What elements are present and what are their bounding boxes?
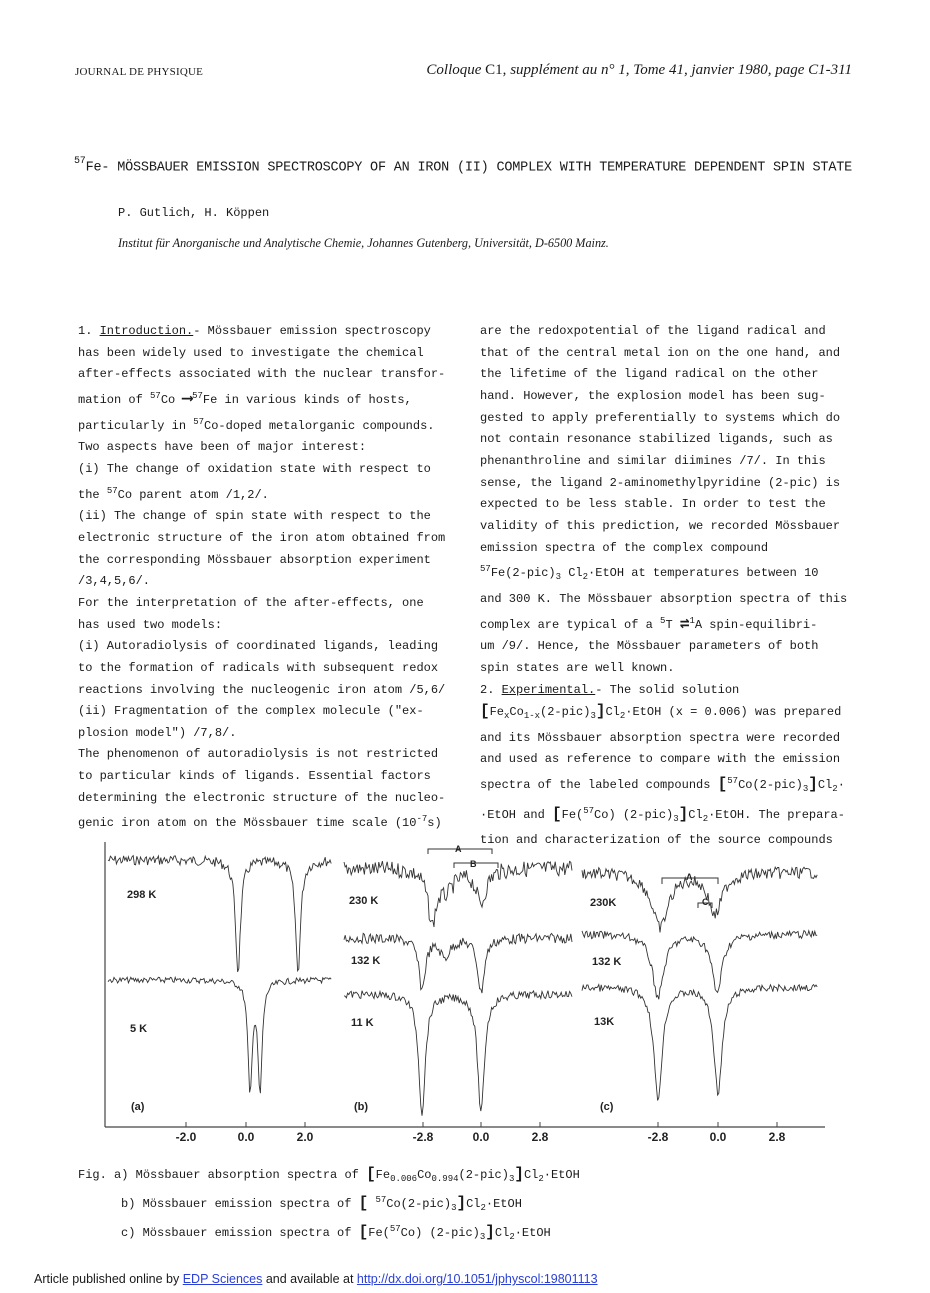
equilibrium-arrow-symbol: ⇌: [679, 614, 690, 633]
panel-label-a: (a): [131, 1101, 145, 1113]
temp-label: 132 K: [592, 956, 622, 968]
bracket-label: B: [470, 859, 477, 869]
arrow-symbol: ⟶: [182, 389, 193, 408]
text-line: particularly in $^{57}$Co-doped metalorganic compounds.: [78, 416, 435, 433]
trace-a-5k: [108, 977, 331, 1093]
text-line: $^{57}Fe(2-pic)_3$ $Cl_2\cdot EtOH$ at temperatures between 10: [480, 564, 819, 583]
text-line: validity of this prediction, we recorded Mössbauer: [480, 518, 841, 533]
text-line: $[Fe_xCo_{1-x}(2-pic)_3]Cl_2\cdot EtOH$ (x = 0.006) was prepared: [480, 702, 842, 722]
text-line: reactions involving the nucleogenic iron atom /5,6/: [78, 682, 446, 697]
tick-label-c-1: -2.8: [647, 1130, 669, 1144]
text-line: to the formation of radicals with subsequent redox: [78, 660, 439, 675]
paper-title: [74, 158, 852, 176]
institution: Institut für Anorganische und Analytische Chemie, Johannes Gutenberg, Universität, D-6500 Mainz.: [118, 236, 609, 250]
text-line: expected to be less stable. In order to test the: [480, 497, 826, 512]
text-line: hand. However, the explosion model has been sug-: [480, 388, 826, 403]
text-line: spin states are well known.: [480, 660, 675, 675]
tick-label-c-3: 2.8: [768, 1130, 786, 1144]
journal-name: JOURNAL DE PHYSIQUE: [75, 66, 204, 78]
text-line: has used two models:: [78, 617, 223, 632]
panel-label-b: (b): [354, 1101, 369, 1113]
trace-c-13k: [582, 985, 817, 1101]
text-line: phenanthroline and similar diimines /7/. In this: [480, 453, 826, 468]
caption-line-b: b) Mössbauer emission spectra of [ $^{57}Co(2-pic)_3]Cl_2\cdot EtOH$: [121, 1194, 522, 1213]
text-line: um /9/. Hence, the Mössbauer parameters of both: [480, 639, 819, 654]
text-line: has been widely used to investigate the chemical: [78, 345, 424, 360]
text-line: The phenomenon of autoradiolysis is not restricted: [78, 747, 439, 762]
trace-b-11k: [344, 991, 572, 1116]
colloque-number: C1,: [485, 62, 507, 78]
text-line: emission spectra of the complex compound: [480, 540, 769, 555]
text-line: determining the electronic structure of the nucleo-: [78, 790, 446, 805]
mossbauer-figure: [100, 842, 830, 1152]
spectra-plot: [100, 842, 830, 1147]
temp-label: 13K: [594, 1016, 615, 1028]
panel-label-c: (c): [600, 1101, 614, 1113]
section-heading-introduction: Introduction.: [99, 324, 194, 338]
text-line: ·EtOH and [Fe($^{57}$Co) $(2-pic)_3]Cl_2\cdot EtOH$. The prepara-: [480, 804, 845, 824]
text-line: that of the central metal ion on the one hand, and: [480, 345, 841, 360]
text-line: /3,4,5,6/.: [78, 574, 151, 589]
text-line: 2. Experimental.- The solid solution: [480, 682, 740, 697]
tick-label-a-2: 0.0: [237, 1130, 255, 1144]
section-heading-experimental: Experimental.: [501, 682, 596, 697]
text-line: spectra of the labeled compounds $[^{57}Co(2-pic)_3]Cl_2\cdot$: [480, 775, 845, 795]
bracket-label: A: [455, 844, 462, 854]
issue-info: [426, 62, 852, 79]
tick-label-a-1: -2.0: [175, 1130, 197, 1144]
text-line: (ii) Fragmentation of the complex molecule ("ex-: [78, 704, 424, 719]
text-line: and 300 K. The Mössbauer absorption spectra of this: [480, 591, 848, 606]
text-line: the corresponding Mössbauer absorption experiment: [78, 552, 431, 567]
title-isotope: 57: [74, 156, 86, 167]
text-line: Two aspects have been of major interest:: [78, 440, 367, 455]
text-line: the $^{57}$Co parent atom /1,2/.: [78, 485, 269, 502]
text-line: (i) The change of oxidation state with respect to: [78, 461, 431, 476]
footer-text: and available at: [262, 1272, 357, 1286]
text-line: not contain resonance stabilized ligands, such as: [480, 432, 833, 447]
text-line: 1. Introduction.- Mössbauer emission spectroscopy: [78, 324, 431, 338]
text-line: and used as reference to compare with the emission: [480, 752, 841, 767]
text-line: to particular kinds of ligands. Essential factors: [78, 769, 431, 784]
doi-link[interactable]: http://dx.doi.org/10.1051/jphyscol:19801113: [356, 1272, 598, 1286]
title-text: Fe- MÖSSBAUER EMISSION SPECTROSCOPY OF AN IRON (II) COMPLEX WITH TEMPERATURE DEPENDENT SPIN STATE: [85, 160, 853, 176]
colloque-label: Colloque: [426, 62, 482, 78]
text-line: sense, the ligand 2-aminomethylpyridine (2-pic) is: [480, 475, 841, 490]
text-line: tion and characterization of the source compounds: [480, 833, 833, 848]
figure-caption: [78, 1164, 580, 1248]
temp-label: 11 K: [351, 1017, 374, 1029]
text-line: complex are typical of a $^5$T ⇌$^1$A spin-equilibri-: [480, 614, 818, 633]
text-line: gested to apply preferentially to systems which do: [480, 410, 841, 425]
trace-a-298k: [108, 856, 331, 972]
text-line: are the redoxpotential of the ligand radical and: [480, 324, 826, 338]
left-column: [78, 321, 458, 835]
tick-label-b-3: 2.8: [531, 1130, 549, 1144]
text-line: electronic structure of the iron atom obtained from: [78, 530, 446, 545]
issue-details: supplément au n° 1, Tome 41, janvier 1980, page C1-311: [510, 62, 852, 78]
text-line: plosion model") /7,8/.: [78, 725, 237, 740]
authors: P. Gutlich, H. Köppen: [118, 206, 270, 220]
text-line: (i) Autoradiolysis of coordinated ligands, leading: [78, 639, 439, 654]
bracket-label: C: [702, 897, 709, 907]
text-line: mation of $^{57}$Co ⟶$^{57}$Fe in various kinds of hosts,: [78, 389, 412, 408]
tick-label-c-2: 0.0: [709, 1130, 727, 1144]
edp-sciences-link[interactable]: EDP Sciences: [182, 1272, 263, 1286]
text-line: genic iron atom on the Mössbauer time scale $(10^{-7}s)$: [78, 814, 442, 831]
trace-c-230k: [582, 867, 817, 932]
temp-label: 132 K: [351, 955, 381, 967]
text-line: after-effects associated with the nuclear transfor-: [78, 367, 446, 382]
footer: [34, 1272, 598, 1286]
bracket-label: A: [686, 872, 693, 882]
temp-label: 298 K: [127, 889, 157, 901]
caption-line-c: c) Mössbauer emission spectra of [Fe($^{57}$Co) $(2-pic)_3]Cl_2\cdot EtOH$: [121, 1223, 551, 1242]
temp-label: 230K: [590, 897, 617, 909]
footer-text: Article published online by: [34, 1272, 183, 1286]
spectra-traces: [108, 856, 817, 1116]
tick-label-b-1: -2.8: [412, 1130, 434, 1144]
tick-label-b-2: 0.0: [472, 1130, 490, 1144]
caption-line-a: Fig. a) Mössbauer absorption spectra of $[Fe_{0.006}Co_{0.994}(2-pic)_3]Cl_2\cdot EtOH$: [78, 1165, 580, 1184]
temp-label: 5 K: [130, 1023, 148, 1035]
right-column: [480, 321, 860, 852]
text-line: the lifetime of the ligand radical on the other: [480, 367, 819, 382]
text-line: (ii) The change of spin state with respect to the: [78, 509, 431, 524]
temp-label: 230 K: [349, 895, 379, 907]
text-line: For the interpretation of the after-effects, one: [78, 595, 424, 610]
text-line: and its Mössbauer absorption spectra were recorded: [480, 730, 841, 745]
tick-label-a-3: 2.0: [296, 1130, 314, 1144]
